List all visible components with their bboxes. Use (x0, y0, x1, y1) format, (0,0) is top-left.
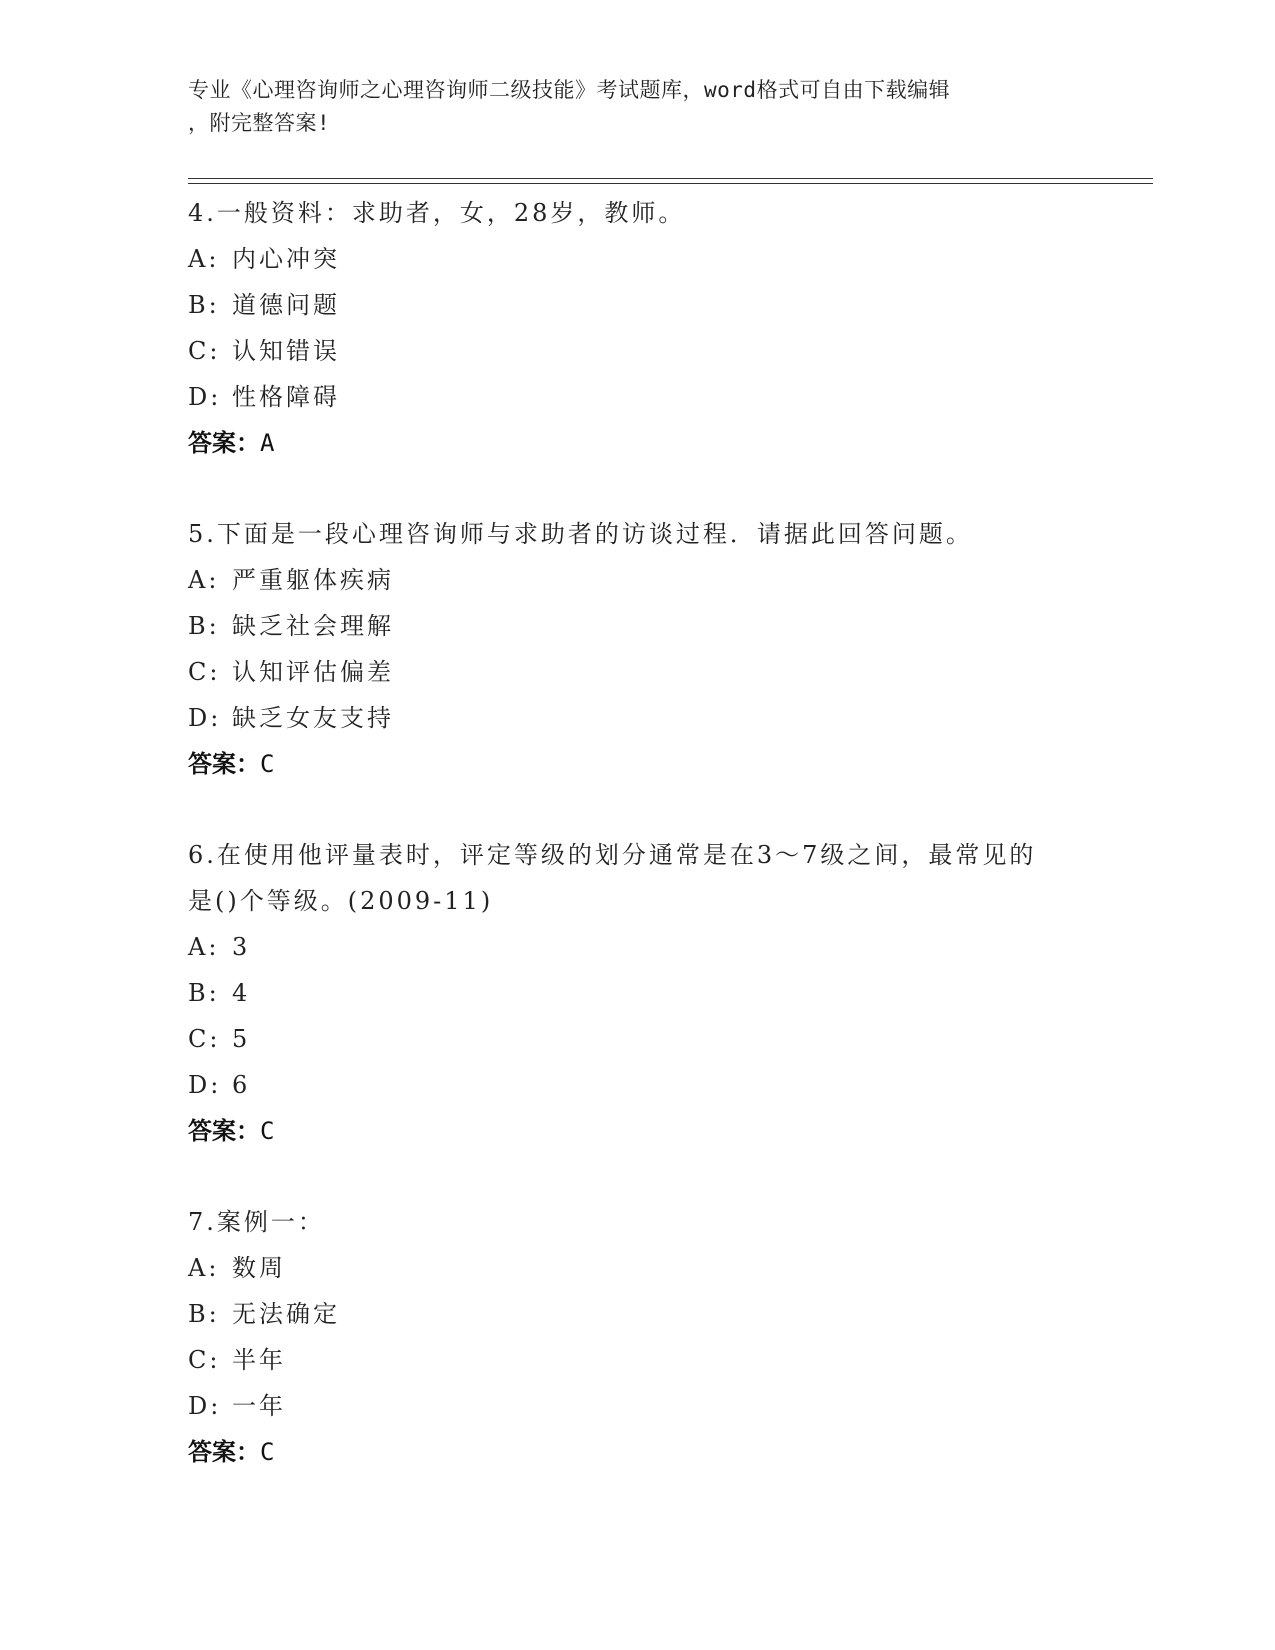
option-text: 缺乏女友支持 (232, 704, 394, 732)
answer-label: 答案： (188, 750, 260, 778)
option-a (188, 557, 1088, 603)
option-key: C: (188, 1346, 221, 1374)
option-text: 严重躯体疾病 (232, 566, 394, 594)
question-item (188, 511, 1088, 787)
answer-line (188, 1108, 1088, 1154)
header-line-1: 专业《心理咨询师之心理咨询师二级技能》考试题库，word格式可自由下载编辑 (188, 78, 951, 102)
option-key: A: (188, 566, 220, 594)
option-text: 数周 (232, 1254, 286, 1282)
option-key: B: (188, 1300, 220, 1328)
option-d (188, 1062, 1088, 1108)
option-key: D: (188, 704, 222, 732)
option-key: D: (188, 1071, 222, 1099)
option-a (188, 924, 1088, 970)
answer-line (188, 420, 1088, 466)
option-c (188, 649, 1088, 695)
option-c (188, 1337, 1088, 1383)
option-text: 缺乏社会理解 (232, 612, 394, 640)
option-d (188, 695, 1088, 741)
answer-value: C (260, 1117, 275, 1145)
option-text: 一年 (232, 1392, 286, 1420)
option-key: B: (188, 291, 220, 319)
question-text: 6.在使用他评量表时，评定等级的划分通常是在3～7级之间，最常见的是()个等级。(2009-11) (188, 841, 1037, 915)
option-text: 5 (232, 1025, 251, 1053)
header-divider-bottom (188, 183, 1153, 184)
option-text: 道德问题 (232, 291, 340, 319)
option-text: 6 (232, 1071, 251, 1099)
option-c (188, 328, 1088, 374)
header-divider-top (188, 178, 1153, 179)
option-text: 3 (232, 933, 251, 961)
answer-value: A (260, 429, 275, 457)
option-key: C: (188, 658, 221, 686)
option-key: D: (188, 1392, 222, 1420)
option-text: 认知评估偏差 (232, 658, 394, 686)
option-text: 认知错误 (232, 337, 340, 365)
header-line-2: ，附完整答案! (188, 111, 331, 135)
option-text: 内心冲突 (232, 245, 340, 273)
option-key: B: (188, 979, 220, 1007)
option-key: A: (188, 245, 220, 273)
option-b (188, 970, 1088, 1016)
option-c (188, 1016, 1088, 1062)
option-key: A: (188, 1254, 220, 1282)
option-key: B: (188, 612, 220, 640)
answer-line (188, 741, 1088, 787)
option-b (188, 282, 1088, 328)
answer-line (188, 1429, 1088, 1475)
option-d (188, 374, 1088, 420)
option-text: 无法确定 (232, 1300, 340, 1328)
answer-value: C (260, 750, 275, 778)
option-key: A: (188, 933, 220, 961)
question-list (188, 190, 1088, 1520)
option-text: 半年 (232, 1346, 286, 1374)
option-b (188, 1291, 1088, 1337)
answer-label: 答案： (188, 1438, 260, 1466)
answer-label: 答案： (188, 1117, 260, 1145)
question-item (188, 832, 1088, 1154)
option-a (188, 236, 1088, 282)
document-header (188, 74, 1068, 140)
option-d (188, 1383, 1088, 1429)
question-item (188, 190, 1088, 466)
option-key: C: (188, 1025, 221, 1053)
option-key: D: (188, 383, 222, 411)
question-text: 7.案例一： (188, 1208, 325, 1236)
question-text: 4.一般资料：求助者，女，28岁，教师。 (188, 199, 686, 227)
option-key: C: (188, 337, 221, 365)
option-text: 性格障碍 (232, 383, 340, 411)
answer-label: 答案： (188, 429, 260, 457)
question-item (188, 1199, 1088, 1475)
answer-value: C (260, 1438, 275, 1466)
question-text: 5.下面是一段心理咨询师与求助者的访谈过程．请据此回答问题。 (188, 520, 973, 548)
option-a (188, 1245, 1088, 1291)
option-b (188, 603, 1088, 649)
option-text: 4 (232, 979, 251, 1007)
